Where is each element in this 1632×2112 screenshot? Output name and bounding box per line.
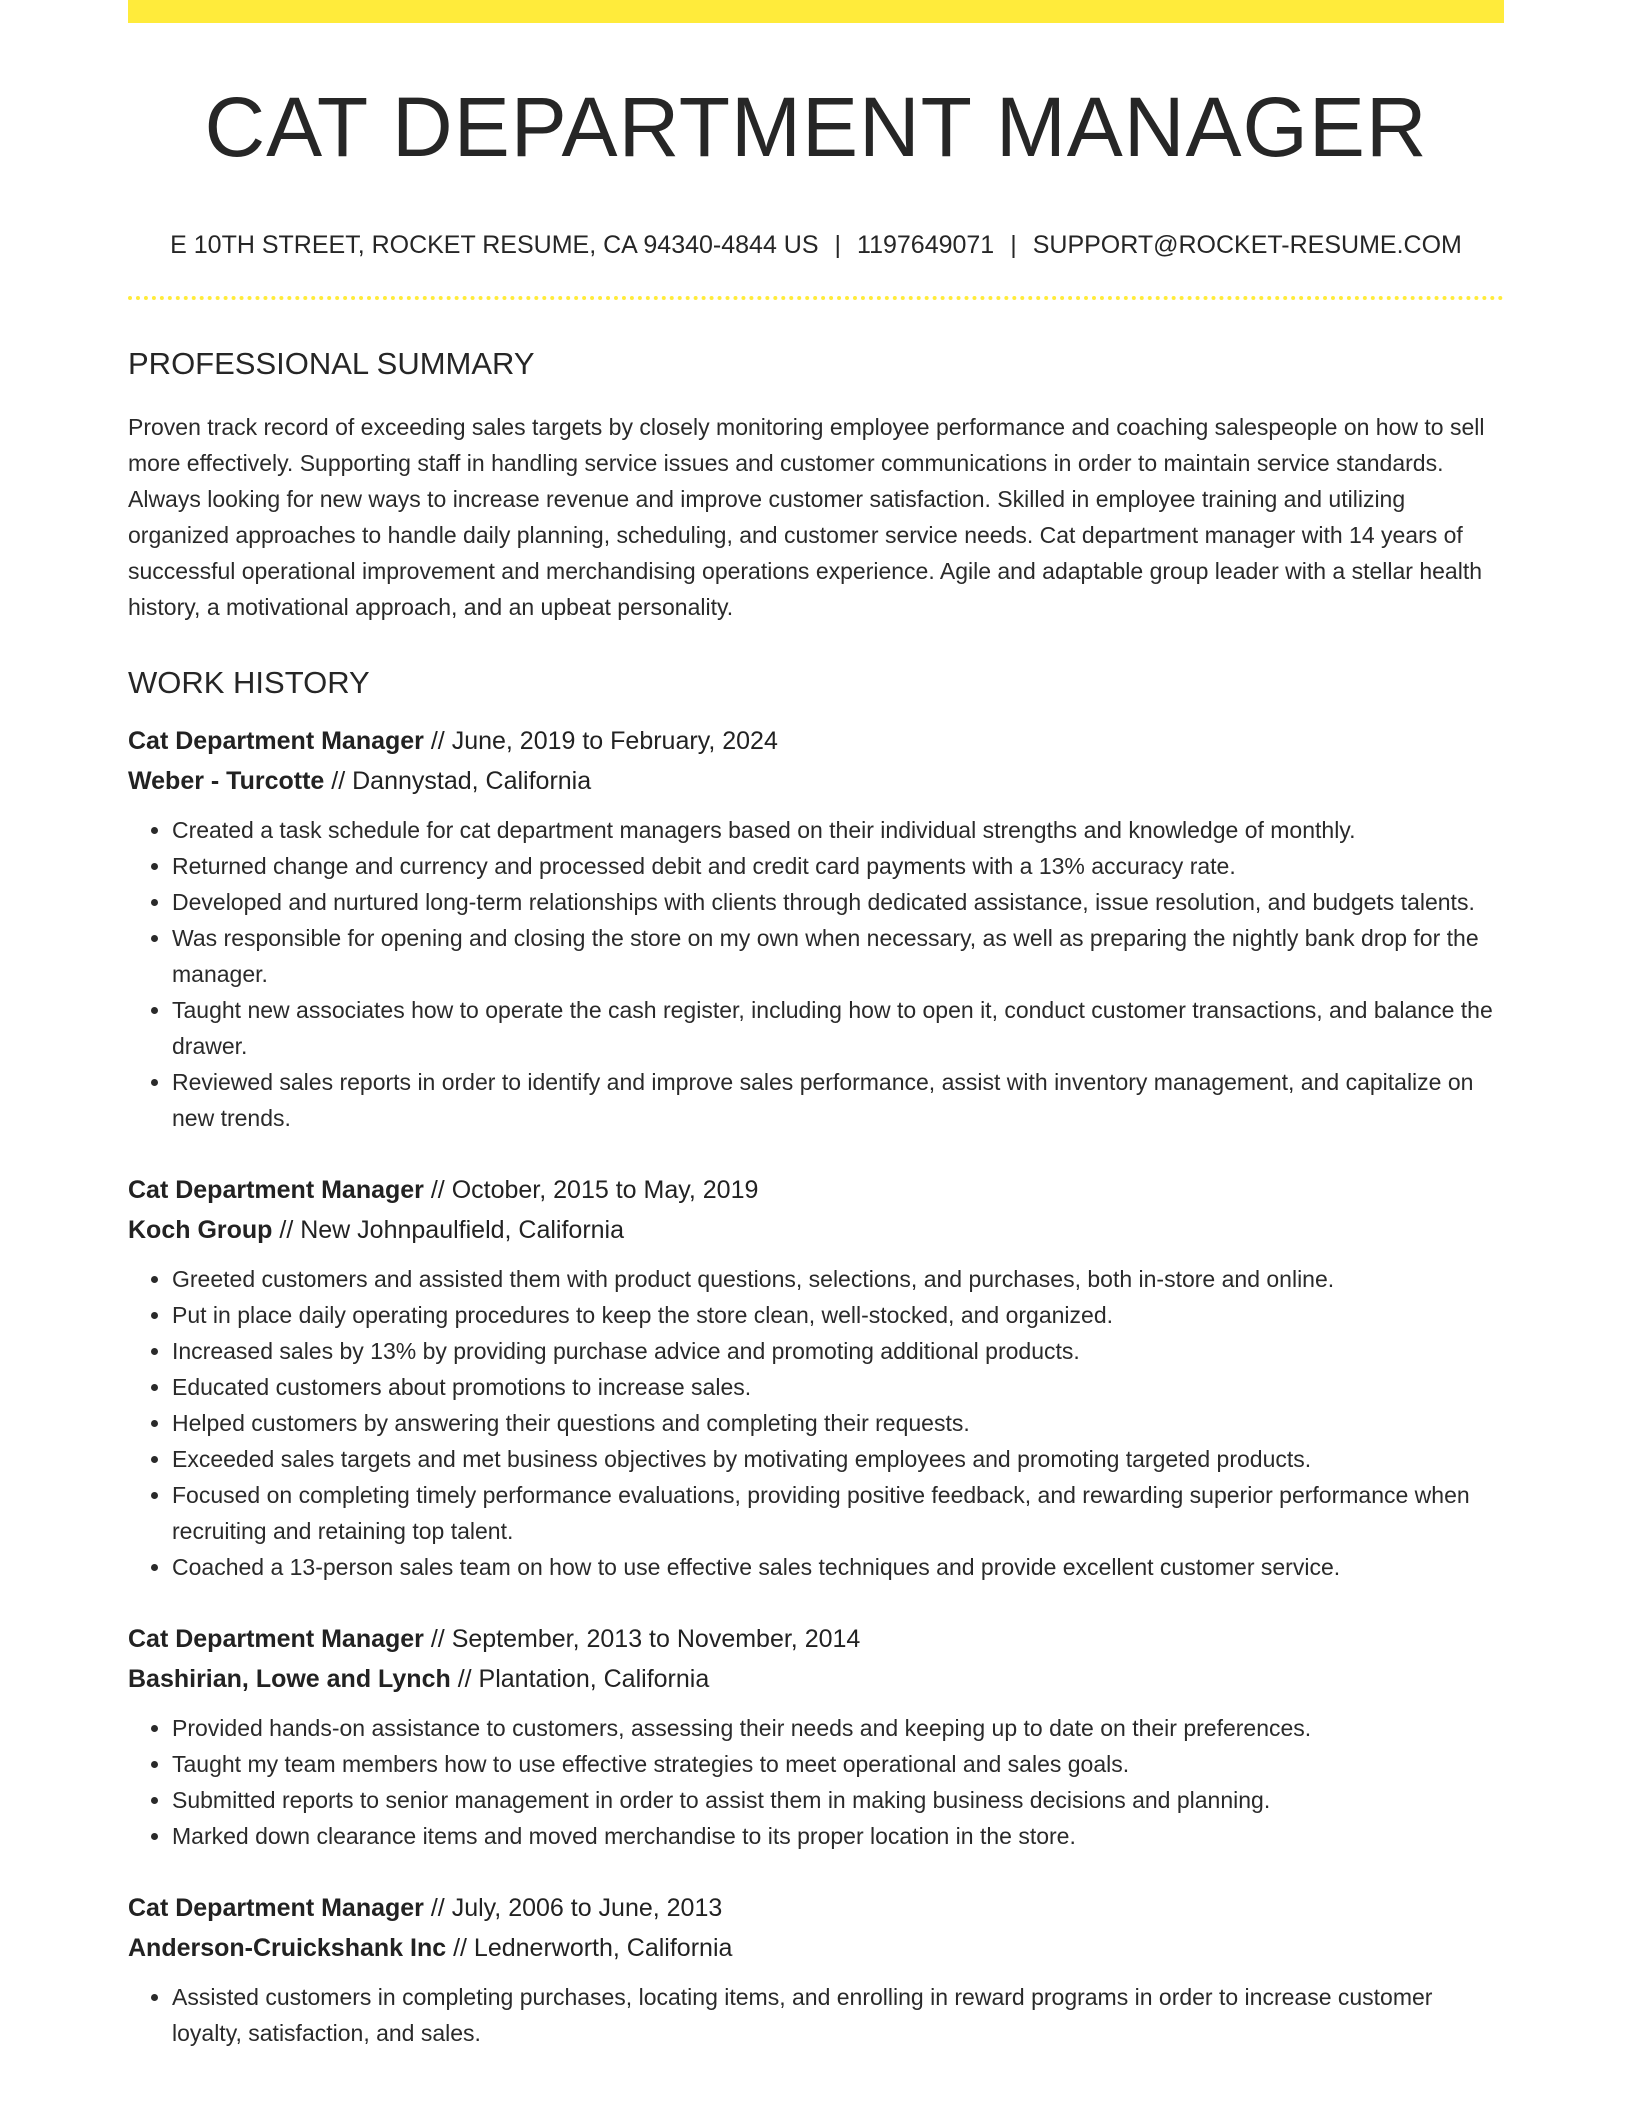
company-location: // Plantation, California bbox=[457, 1664, 710, 1693]
job-bullet: • Taught new associates how to operate the cash register, including how to open it, conduct customer transactions, and balance the drawer. bbox=[172, 992, 1504, 1064]
job-bullet: • Greeted customers and assisted them with product questions, selections, and purchases, both in-store and online. bbox=[172, 1261, 1504, 1297]
company-location: // Dannystad, California bbox=[331, 766, 592, 795]
job-dates: // October, 2015 to May, 2019 bbox=[430, 1175, 759, 1204]
job-bullet: • Reviewed sales reports in order to identify and improve sales performance, assist with inventory management, and capitalize on new trends. bbox=[172, 1064, 1504, 1136]
job-dates: // September, 2013 to November, 2014 bbox=[430, 1624, 861, 1653]
resume-title: CAT DEPARTMENT MANAGER bbox=[204, 80, 1428, 174]
company-name: Koch Group bbox=[128, 1215, 273, 1244]
job-bullet: • Increased sales by 13% by providing purchase advice and promoting additional products. bbox=[172, 1333, 1504, 1369]
job-bullet: • Helped customers by answering their questions and completing their requests. bbox=[172, 1405, 1504, 1441]
job-bullet: • Exceeded sales targets and met business objectives by motivating employees and promoting targeted products. bbox=[172, 1441, 1504, 1477]
job-entry bbox=[128, 721, 1504, 801]
job-title-line bbox=[128, 721, 1504, 761]
job-entry bbox=[128, 1619, 1504, 1699]
job-bullet-list bbox=[128, 1979, 1504, 2051]
job-company-line bbox=[128, 1928, 1504, 1968]
job-bullet: • Created a task schedule for cat department managers based on their individual strengths and knowledge of monthly. bbox=[172, 812, 1504, 848]
job-title-line bbox=[128, 1170, 1504, 1210]
job-bullet: • Focused on completing timely performance evaluations, providing positive feedback, and rewarding superior performance when recruiting and retaining top talent. bbox=[172, 1477, 1504, 1549]
job-dates: // July, 2006 to June, 2013 bbox=[430, 1893, 723, 1922]
job-company-line bbox=[128, 1659, 1504, 1699]
job-title-line bbox=[128, 1619, 1504, 1659]
job-entry bbox=[128, 1170, 1504, 1250]
job-title-line bbox=[128, 1888, 1504, 1928]
job-bullet: • Put in place daily operating procedures to keep the store clean, well-stocked, and organized. bbox=[172, 1297, 1504, 1333]
address-text: E 10TH STREET, ROCKET RESUME, CA 94340-4844 US bbox=[170, 231, 819, 260]
job-bullet: • Taught my team members how to use effective strategies to meet operational and sales goals. bbox=[172, 1746, 1504, 1782]
summary-heading: PROFESSIONAL SUMMARY bbox=[128, 346, 535, 382]
job-bullet: • Returned change and currency and processed debit and credit card payments with a 13% accuracy rate. bbox=[172, 848, 1504, 884]
dotted-divider bbox=[128, 296, 1504, 300]
job-entry bbox=[128, 1888, 1504, 1968]
job-bullet: • Developed and nurtured long-term relationships with clients through dedicated assistance, issue resolution, and budgets talents. bbox=[172, 884, 1504, 920]
job-bullet: • Provided hands-on assistance to customers, assessing their needs and keeping up to date on their preferences. bbox=[172, 1710, 1504, 1746]
email-text: SUPPORT@ROCKET-RESUME.COM bbox=[1032, 231, 1462, 260]
phone-text: 1197649071 bbox=[857, 231, 995, 260]
job-bullet: • Educated customers about promotions to increase sales. bbox=[172, 1369, 1504, 1405]
resume-page bbox=[128, 0, 1504, 2051]
job-bullet-list bbox=[128, 1261, 1504, 1585]
job-bullet: • Was responsible for opening and closing the store on my own when necessary, as well as preparing the nightly bank drop for the manager. bbox=[172, 920, 1504, 992]
company-location: // Lednerworth, California bbox=[453, 1933, 733, 1962]
job-title: Cat Department Manager bbox=[128, 1893, 424, 1922]
company-name: Weber - Turcotte bbox=[128, 766, 325, 795]
top-accent-bar bbox=[128, 0, 1504, 23]
job-bullet: • Marked down clearance items and moved merchandise to its proper location in the store. bbox=[172, 1818, 1504, 1854]
job-title: Cat Department Manager bbox=[128, 726, 424, 755]
contact-line bbox=[128, 230, 1504, 260]
company-name: Anderson-Cruickshank Inc bbox=[128, 1933, 447, 1962]
job-title: Cat Department Manager bbox=[128, 1624, 424, 1653]
job-bullet-list bbox=[128, 1710, 1504, 1854]
job-company-line bbox=[128, 761, 1504, 801]
contact-separator: | bbox=[834, 231, 842, 260]
work-history-heading: WORK HISTORY bbox=[128, 664, 370, 700]
summary-paragraph: Proven track record of exceeding sales targets by closely monitoring employee performance and coaching salespeople on how to sell more effectively. Supporting staff in handling service issues and customer communications in order to maintain service standards. Always looking for new ways to increase revenue and improve customer satisfaction. Skilled in employee training and utilizing organized approaches to handle daily planning, scheduling, and customer service needs. Cat department manager with 14 years of successful operational improvement and merchandising operations experience. Agile and adaptable group leader with a stellar health history, a motivational approach, and an upbeat personality. bbox=[128, 413, 1485, 620]
company-location: // New Johnpaulfield, California bbox=[279, 1215, 625, 1244]
job-bullet: • Submitted reports to senior management in order to assist them in making business decisions and planning. bbox=[172, 1782, 1504, 1818]
job-bullet: • Assisted customers in completing purchases, locating items, and enrolling in reward programs in order to increase customer loyalty, satisfaction, and sales. bbox=[172, 1979, 1504, 2051]
job-bullet-list bbox=[128, 812, 1504, 1136]
company-name: Bashirian, Lowe and Lynch bbox=[128, 1664, 451, 1693]
job-title: Cat Department Manager bbox=[128, 1175, 424, 1204]
job-dates: // June, 2019 to February, 2024 bbox=[430, 726, 778, 755]
contact-separator: | bbox=[1010, 231, 1017, 260]
job-bullet: • Coached a 13-person sales team on how to use effective sales techniques and provide excellent customer service. bbox=[172, 1549, 1504, 1585]
job-company-line bbox=[128, 1210, 1504, 1250]
